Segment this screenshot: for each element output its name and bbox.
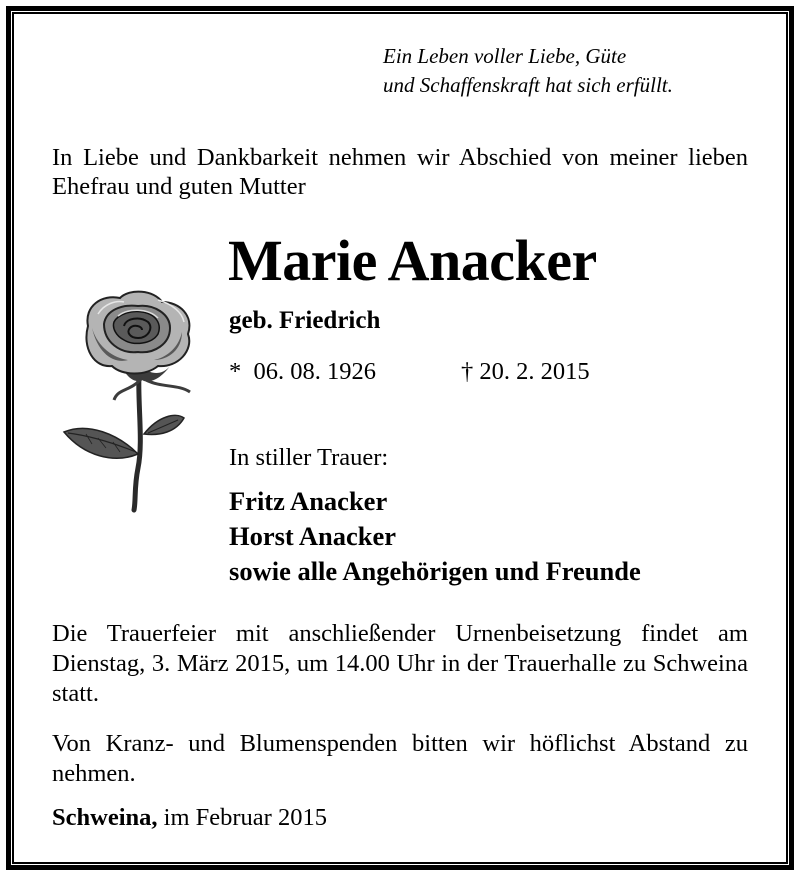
mourners-list — [229, 484, 641, 589]
footer-date: im Februar 2015 — [157, 804, 327, 831]
deceased-name: Marie Anacker — [228, 228, 597, 293]
mourner-name: Horst Anacker — [229, 521, 397, 551]
intro-text: In Liebe und Dankbarkeit nehmen wir Abschied von meiner lieben Ehefrau und guten Mutter — [52, 144, 748, 200]
mourner-name: Fritz Anacker — [229, 486, 388, 516]
life-dates — [229, 356, 590, 388]
maiden-name: geb. Friedrich — [229, 307, 381, 334]
flowers-paragraph: Von Kranz- und Blumenspenden bitten wir höflichst Abstand zu nehmen. — [52, 730, 748, 787]
mourners-label: In stiller Trauer: — [229, 444, 389, 471]
birth-date: * 06. 08. 1926 — [229, 358, 376, 385]
service-paragraph: Die Trauerfeier mit anschließender Urnenbeisetzung findet am Dienstag, 3. März 2015, um 14.00 Uhr in der Trauerhalle zu Schweina statt. — [52, 620, 748, 707]
rose-icon — [58, 288, 208, 514]
mourner-name: sowie alle Angehörigen und Freunde — [229, 556, 641, 586]
motto — [383, 42, 753, 100]
motto-line-1: Ein Leben voller Liebe, Güte — [383, 44, 627, 68]
footer-place: Schweina, — [52, 804, 158, 831]
footer-signature — [52, 803, 327, 833]
motto-line-2: und Schaffenskraft hat sich erfüllt. — [383, 73, 673, 97]
death-date: † 20. 2. 2015 — [461, 358, 590, 385]
